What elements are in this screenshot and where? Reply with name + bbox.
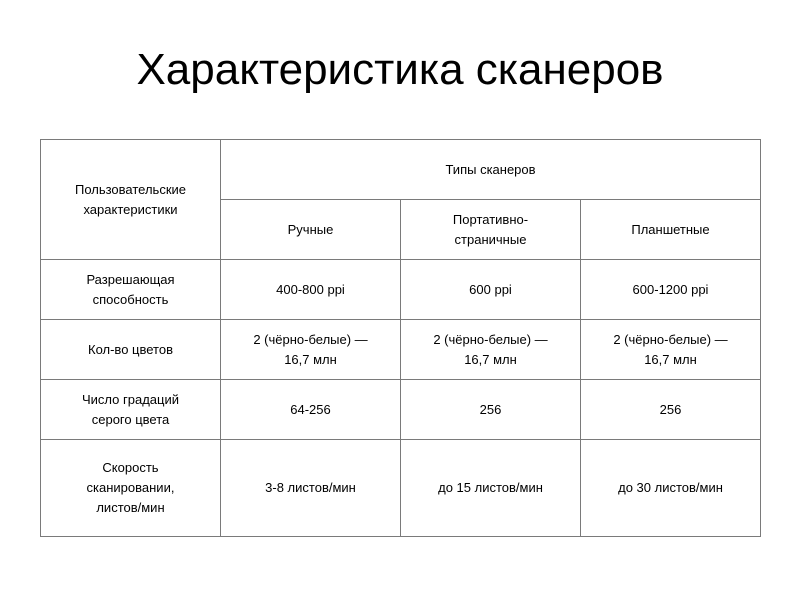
table-cell: 3-8 листов/мин	[221, 440, 401, 537]
row-label-resolution: Разрешающая способность	[41, 260, 221, 320]
table-cell: 400-800 ppi	[221, 260, 401, 320]
row-label-colors: Кол-во цветов	[41, 320, 221, 380]
group-header: Типы сканеров	[445, 161, 536, 177]
table-cell: 600-1200 ppi	[581, 260, 761, 320]
table-header-row	[41, 140, 761, 200]
table-cell: 64-256	[221, 380, 401, 440]
table-cell: 256	[581, 380, 761, 440]
column-header-flatbed: Планшетные	[581, 200, 761, 260]
table-cell: до 15 листов/мин	[401, 440, 581, 537]
table-cell: 2 (чёрно-белые) — 16,7 млн	[401, 320, 581, 380]
row-label-speed: Скорость сканировании, листов/мин	[41, 440, 221, 537]
table-row	[41, 260, 761, 320]
table-cell: 2 (чёрно-белые) — 16,7 млн	[221, 320, 401, 380]
table-row	[41, 320, 761, 380]
column-header-manual: Ручные	[221, 200, 401, 260]
table-cell: 2 (чёрно-белые) — 16,7 млн	[581, 320, 761, 380]
table-row	[41, 380, 761, 440]
table-row	[41, 440, 761, 537]
row-header-label: Пользовательские характеристики	[74, 181, 187, 217]
scanner-characteristics-table	[40, 139, 761, 537]
table-cell: до 30 листов/мин	[581, 440, 761, 537]
group-header-cell	[221, 140, 761, 200]
page-title: Характеристика сканеров	[136, 45, 664, 94]
row-label-grayscale: Число градаций серого цвета	[41, 380, 221, 440]
column-header-portable: Портативно- страничные	[401, 200, 581, 260]
row-header-label-cell	[41, 140, 221, 260]
table-cell: 256	[401, 380, 581, 440]
table-cell: 600 ppi	[401, 260, 581, 320]
